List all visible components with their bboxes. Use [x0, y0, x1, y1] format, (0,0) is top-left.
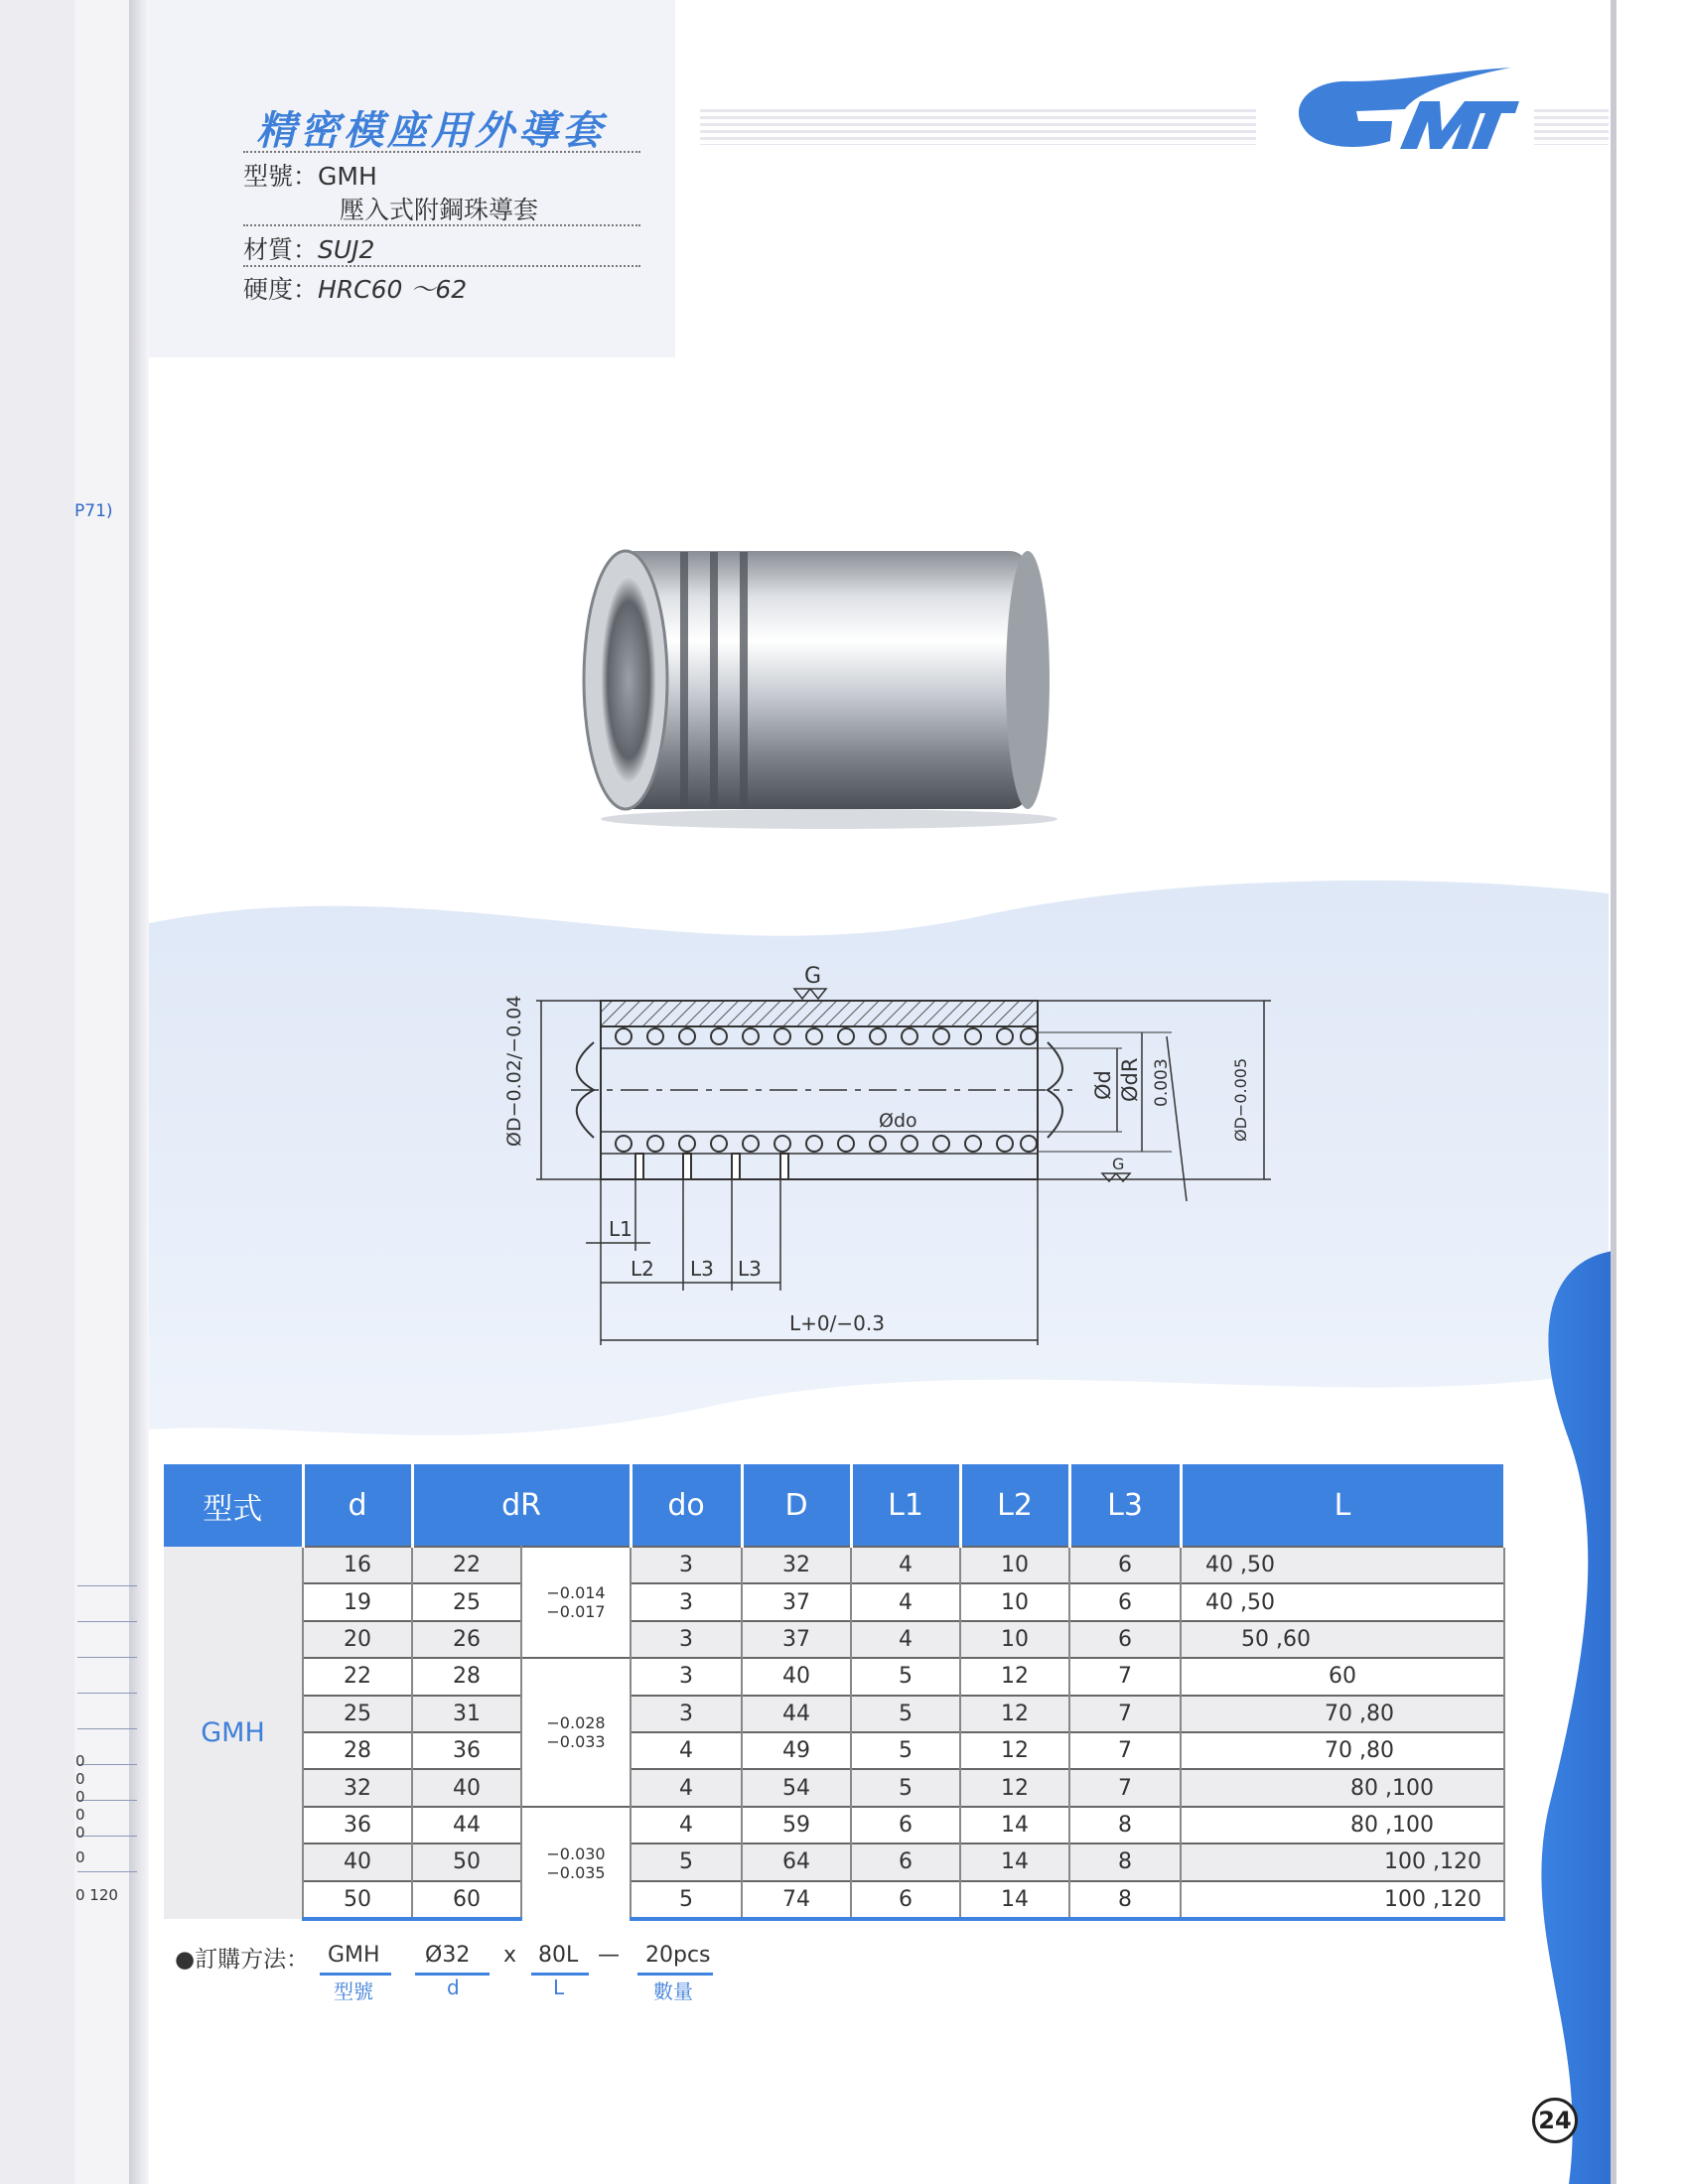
cell-dR: 22 [412, 1547, 521, 1583]
cell-dR: 44 [412, 1807, 521, 1843]
order-label: 訂購方法 [195, 1947, 287, 1973]
cell-d: 22 [303, 1658, 412, 1695]
product-photo [581, 536, 1057, 834]
cell-L2: 12 [960, 1658, 1069, 1695]
cell-L3: 8 [1069, 1807, 1181, 1843]
order-dash-separator: — [598, 1943, 620, 1968]
cell-L2: 12 [960, 1696, 1069, 1732]
model-description: 壓入式附鋼珠導套 [340, 196, 539, 224]
table-row [164, 1547, 1504, 1583]
model-value: GMH [318, 162, 377, 191]
dim-L3a: L3 [690, 1257, 714, 1281]
dim-runout: 0.003 [1152, 1058, 1172, 1107]
cell-L2: 10 [960, 1547, 1069, 1583]
cell-do: 3 [631, 1621, 742, 1658]
stub-mark: 0 [75, 1770, 85, 1788]
cell-L2: 10 [960, 1621, 1069, 1658]
cell-d: 50 [303, 1881, 412, 1919]
cell-L: 70 ,80 [1181, 1732, 1504, 1769]
tol-upper: −0.030 [546, 1843, 606, 1863]
cell-dR: 40 [412, 1769, 521, 1806]
col-header-D: D [742, 1464, 851, 1547]
cell-D: 64 [742, 1843, 851, 1880]
cell-do: 5 [631, 1843, 742, 1880]
order-model-caption: 型號 [334, 1979, 373, 2003]
order-method [175, 1941, 309, 1974]
cell-D: 44 [742, 1696, 851, 1732]
table-row [164, 1843, 1504, 1880]
cell-dR: 28 [412, 1658, 521, 1695]
col-header-L2: L2 [960, 1464, 1069, 1547]
col-header-L: L [1181, 1464, 1504, 1547]
model-label: 型號： [243, 162, 319, 191]
cell-do: 3 [631, 1658, 742, 1695]
tolerance-cell [521, 1807, 631, 1919]
cell-L: 60 [1181, 1658, 1504, 1695]
dim-L2: L2 [631, 1257, 654, 1281]
order-colon: ： [286, 1947, 310, 1973]
cell-L2: 12 [960, 1769, 1069, 1806]
tol-upper: −0.028 [546, 1712, 606, 1732]
col-header-L3: L3 [1069, 1464, 1181, 1547]
dim-phi-D-tol: ØD−0.02/−0.04 [503, 995, 525, 1147]
cell-L: 100 ,120 [1181, 1843, 1504, 1880]
cell-dR: 25 [412, 1583, 521, 1620]
cell-D: 54 [742, 1769, 851, 1806]
stub-row-line [77, 1728, 137, 1729]
cell-dR: 31 [412, 1696, 521, 1732]
cell-d: 40 [303, 1843, 412, 1880]
cell-D: 74 [742, 1881, 851, 1919]
col-header-L1: L1 [851, 1464, 960, 1547]
material-label: 材質： [243, 235, 319, 264]
cell-do: 4 [631, 1807, 742, 1843]
logo-text: GMT [1281, 169, 1284, 170]
hardness-label: 硬度： [243, 275, 319, 304]
surface-symbol-side: G [1112, 1155, 1125, 1173]
cell-d: 28 [303, 1732, 412, 1769]
stub-mark: 0 [75, 1806, 85, 1824]
cell-L: 40 ,50 [1181, 1547, 1504, 1583]
dim-phi-d: Ød [1091, 1070, 1115, 1100]
cell-L2: 14 [960, 1881, 1069, 1919]
page-number: 24 [1532, 2098, 1578, 2143]
cell-L: 80 ,100 [1181, 1769, 1504, 1806]
cell-L1: 4 [851, 1621, 960, 1658]
cell-do: 3 [631, 1696, 742, 1732]
dim-phi-do: Ødo [879, 1110, 917, 1132]
stub-row-line [77, 1657, 137, 1658]
cell-L3: 8 [1069, 1843, 1181, 1880]
tol-lower: −0.035 [546, 1862, 606, 1882]
tol-lower: −0.017 [546, 1602, 606, 1622]
table-row [164, 1807, 1504, 1843]
cell-L3: 7 [1069, 1658, 1181, 1695]
dim-L-tol: L+0/−0.3 [789, 1311, 885, 1335]
divider [243, 151, 640, 153]
order-qty-value: 20pcs [645, 1943, 711, 1968]
gmt-logo [1281, 62, 1519, 171]
cell-L: 50 ,60 [1181, 1621, 1504, 1658]
surface-symbol-top: G [804, 964, 822, 989]
divider [243, 265, 640, 267]
page-title: 精密模座用外導套 [256, 108, 606, 154]
order-model-value: GMH [328, 1943, 380, 1968]
left-stub-ref: P71) [74, 501, 113, 521]
cell-d: 32 [303, 1769, 412, 1806]
dim-phi-dR: ØdR [1118, 1057, 1142, 1102]
ball-row-bottom [616, 1136, 1037, 1152]
dim-L3b: L3 [738, 1257, 762, 1281]
stub-mark: 0 120 [75, 1886, 118, 1904]
model-cell: GMH [164, 1547, 303, 1919]
cell-D: 49 [742, 1732, 851, 1769]
cell-L3: 7 [1069, 1769, 1181, 1806]
technical-drawing [477, 953, 1311, 1370]
cell-L3: 6 [1069, 1621, 1181, 1658]
ball-row-top [616, 1028, 1037, 1044]
cell-do: 4 [631, 1769, 742, 1806]
cell-L3: 6 [1069, 1547, 1181, 1583]
cell-do: 3 [631, 1583, 742, 1620]
tol-lower: −0.033 [546, 1731, 606, 1751]
order-L-value: 80L [538, 1943, 579, 1968]
bullet-icon: ● [175, 1947, 196, 1973]
stub-row-line [77, 1585, 137, 1586]
table-header-row [164, 1464, 1504, 1547]
material-line [243, 230, 374, 266]
cell-L2: 10 [960, 1583, 1069, 1620]
cell-do: 3 [631, 1547, 742, 1583]
order-d-caption: d [447, 1976, 460, 1999]
cell-L3: 7 [1069, 1696, 1181, 1732]
cell-L2: 14 [960, 1843, 1069, 1880]
hardness-value: HRC60 ～62 [318, 275, 468, 304]
model-line [243, 157, 377, 193]
table-row [164, 1881, 1504, 1919]
cell-L1: 6 [851, 1843, 960, 1880]
order-L-caption: L [553, 1976, 565, 1999]
header-stripes [1534, 109, 1609, 145]
cell-L1: 5 [851, 1696, 960, 1732]
tol-upper: −0.014 [546, 1583, 606, 1603]
table-row [164, 1621, 1504, 1658]
stub-mark: 0 [75, 1848, 85, 1866]
order-x-separator: x [503, 1943, 517, 1968]
cell-L3: 8 [1069, 1881, 1181, 1919]
stub-row-line [77, 1693, 137, 1694]
table-row [164, 1583, 1504, 1620]
stub-row-line [77, 1764, 137, 1765]
cell-L3: 7 [1069, 1732, 1181, 1769]
cell-d: 36 [303, 1807, 412, 1843]
cell-dR: 26 [412, 1621, 521, 1658]
cell-d: 25 [303, 1696, 412, 1732]
cell-L1: 6 [851, 1881, 960, 1919]
cell-D: 32 [742, 1547, 851, 1583]
cell-do: 4 [631, 1732, 742, 1769]
cell-L: 80 ,100 [1181, 1807, 1504, 1843]
cell-L: 70 ,80 [1181, 1696, 1504, 1732]
stub-row-line [77, 1836, 137, 1837]
table-row [164, 1769, 1504, 1806]
hardness-line [243, 270, 467, 306]
cell-L1: 5 [851, 1658, 960, 1695]
header-stripes [700, 109, 1256, 145]
stub-mark: 0 [75, 1824, 85, 1842]
col-header-model: 型式 [164, 1464, 303, 1547]
order-qty-caption: 數量 [653, 1979, 693, 2003]
cell-D: 37 [742, 1621, 851, 1658]
divider [243, 224, 640, 226]
cell-d: 20 [303, 1621, 412, 1658]
stub-row-line [77, 1871, 137, 1872]
cell-L1: 5 [851, 1732, 960, 1769]
cell-L: 100 ,120 [1181, 1881, 1504, 1919]
cell-D: 59 [742, 1807, 851, 1843]
order-d-value: Ø32 [425, 1943, 471, 1968]
cell-L2: 14 [960, 1807, 1069, 1843]
col-header-do: do [631, 1464, 742, 1547]
cell-d: 19 [303, 1583, 412, 1620]
cell-D: 37 [742, 1583, 851, 1620]
table-row [164, 1732, 1504, 1769]
cell-L1: 6 [851, 1807, 960, 1843]
cell-do: 5 [631, 1881, 742, 1919]
cell-L3: 6 [1069, 1583, 1181, 1620]
stub-row-line [77, 1621, 137, 1622]
cell-L1: 5 [851, 1769, 960, 1806]
cell-L: 40 ,50 [1181, 1583, 1504, 1620]
cell-d: 16 [303, 1547, 412, 1583]
cell-dR: 36 [412, 1732, 521, 1769]
col-header-d: d [303, 1464, 412, 1547]
stub-row-line [77, 1800, 137, 1801]
cell-L2: 12 [960, 1732, 1069, 1769]
dim-L1: L1 [609, 1217, 633, 1241]
material-value: SUJ2 [318, 235, 375, 264]
table-row [164, 1696, 1504, 1732]
stub-mark: 0 [75, 1788, 85, 1806]
cell-dR: 60 [412, 1881, 521, 1919]
stub-mark: 0 [75, 1752, 85, 1770]
cell-L1: 4 [851, 1583, 960, 1620]
cell-dR: 50 [412, 1843, 521, 1880]
table-row [164, 1658, 1504, 1695]
tolerance-cell [521, 1547, 631, 1658]
book-spine [129, 0, 149, 2184]
spec-table [164, 1464, 1506, 1921]
col-header-dR: dR [412, 1464, 631, 1547]
cell-L1: 4 [851, 1547, 960, 1583]
dim-phi-D-right: ØD−0.005 [1231, 1057, 1250, 1142]
cell-D: 40 [742, 1658, 851, 1695]
tolerance-cell [521, 1658, 631, 1807]
